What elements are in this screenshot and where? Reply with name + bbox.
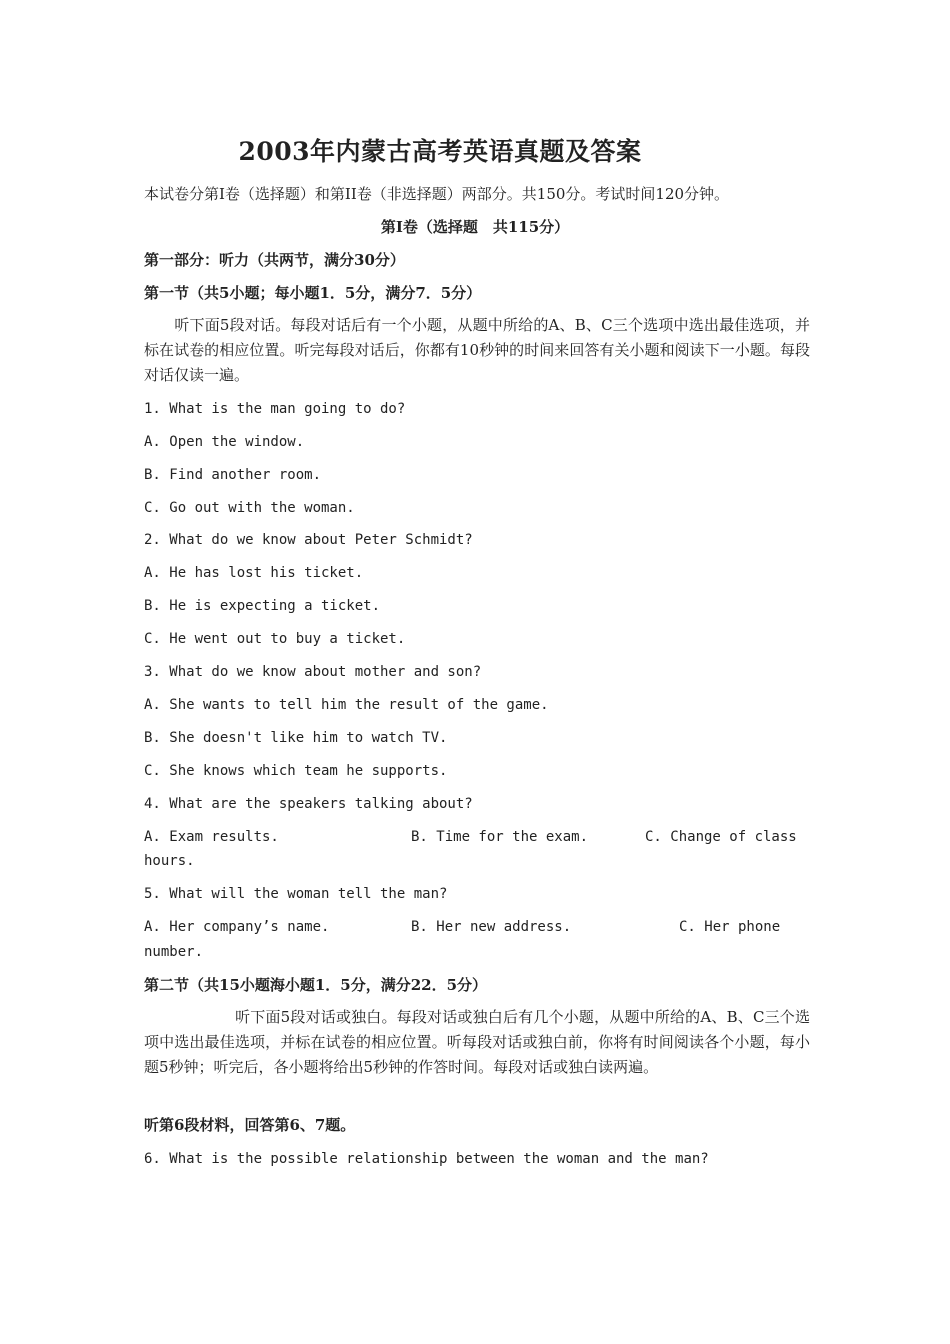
part1-heading: 第一部分：听力（共两节，满分30分） xyxy=(144,251,405,269)
question-2-stem: 2. What do we know about Peter Schmidt? xyxy=(144,532,473,548)
question-1-option-b: B. Find another room. xyxy=(144,467,322,483)
page-title: 2003年内蒙古高考英语真题及答案 xyxy=(238,137,642,166)
question-5-option-a: A. Her company’s name. xyxy=(144,919,330,935)
question-4-stem: 4. What are the speakers talking about? xyxy=(144,796,473,812)
question-3-option-a: A. She wants to tell him the result of the game. xyxy=(144,697,549,713)
volume1-heading: 第I卷（选择题 共115分） xyxy=(380,218,570,236)
question-2-option-c: C. He went out to buy a ticket. xyxy=(144,631,406,647)
question-4-option-c-continued: hours. xyxy=(144,853,195,869)
question-4-option-c: C. Change of class xyxy=(645,829,797,845)
section1-heading: 第一节（共5小题；每小题1．5分，满分7．5分） xyxy=(144,284,482,302)
question-5-stem: 5. What will the woman tell the man? xyxy=(144,886,448,902)
question-1-option-c: C. Go out with the woman. xyxy=(144,500,355,516)
section2-heading: 第二节（共15小题海小题1．5分，满分22．5分） xyxy=(144,976,488,994)
question-4-option-a: A. Exam results. xyxy=(144,829,279,845)
question-2-option-a: A. He has lost his ticket. xyxy=(144,565,364,581)
question-1-stem: 1. What is the man going to do? xyxy=(144,401,406,417)
section2-instructions: 听下面5段对话或独白。每段对话或独白后有几个小题，从题中所给的A、B、C三个选项中选出最佳选项，并标在试卷的相应位置。听每段对话或独白前，你将有时间阅读各个小题，每小题5秒钟；听完后，各小题将给出5秒钟的作答时间。每段对话或独白读两遍。 xyxy=(144,1008,810,1076)
intro-text: 本试卷分第I卷（选择题）和第II卷（非选择题）两部分。共150分。考试时间120分钟。 xyxy=(144,185,730,203)
question-3-option-c: C. She knows which team he supports. xyxy=(144,763,448,779)
question-3-stem: 3. What do we know about mother and son? xyxy=(144,664,482,680)
section1-instructions: 听下面5段对话。每段对话后有一个小题，从题中所给的A、B、C三个选项中选出最佳选项，并标在试卷的相应位置。听完每段对话后，你都有10秒钟的时间来回答有关小题和阅读下一小题。每段对话仅读一遍。 xyxy=(144,316,810,384)
question-1-option-a: A. Open the window. xyxy=(144,434,305,450)
question-2-option-b: B. He is expecting a ticket. xyxy=(144,598,381,614)
material6-heading: 听第6段材料，回答第6、7题。 xyxy=(144,1116,356,1134)
question-6-stem: 6. What is the possible relationship between the woman and the man? xyxy=(144,1151,709,1167)
question-5-option-c: C. Her phone xyxy=(679,919,781,935)
question-3-option-b: B. She doesn't like him to watch TV. xyxy=(144,730,448,746)
question-5-option-c-continued: number. xyxy=(144,944,204,960)
question-5-option-b: B. Her new address. xyxy=(411,919,572,935)
question-4-option-b: B. Time for the exam. xyxy=(411,829,589,845)
